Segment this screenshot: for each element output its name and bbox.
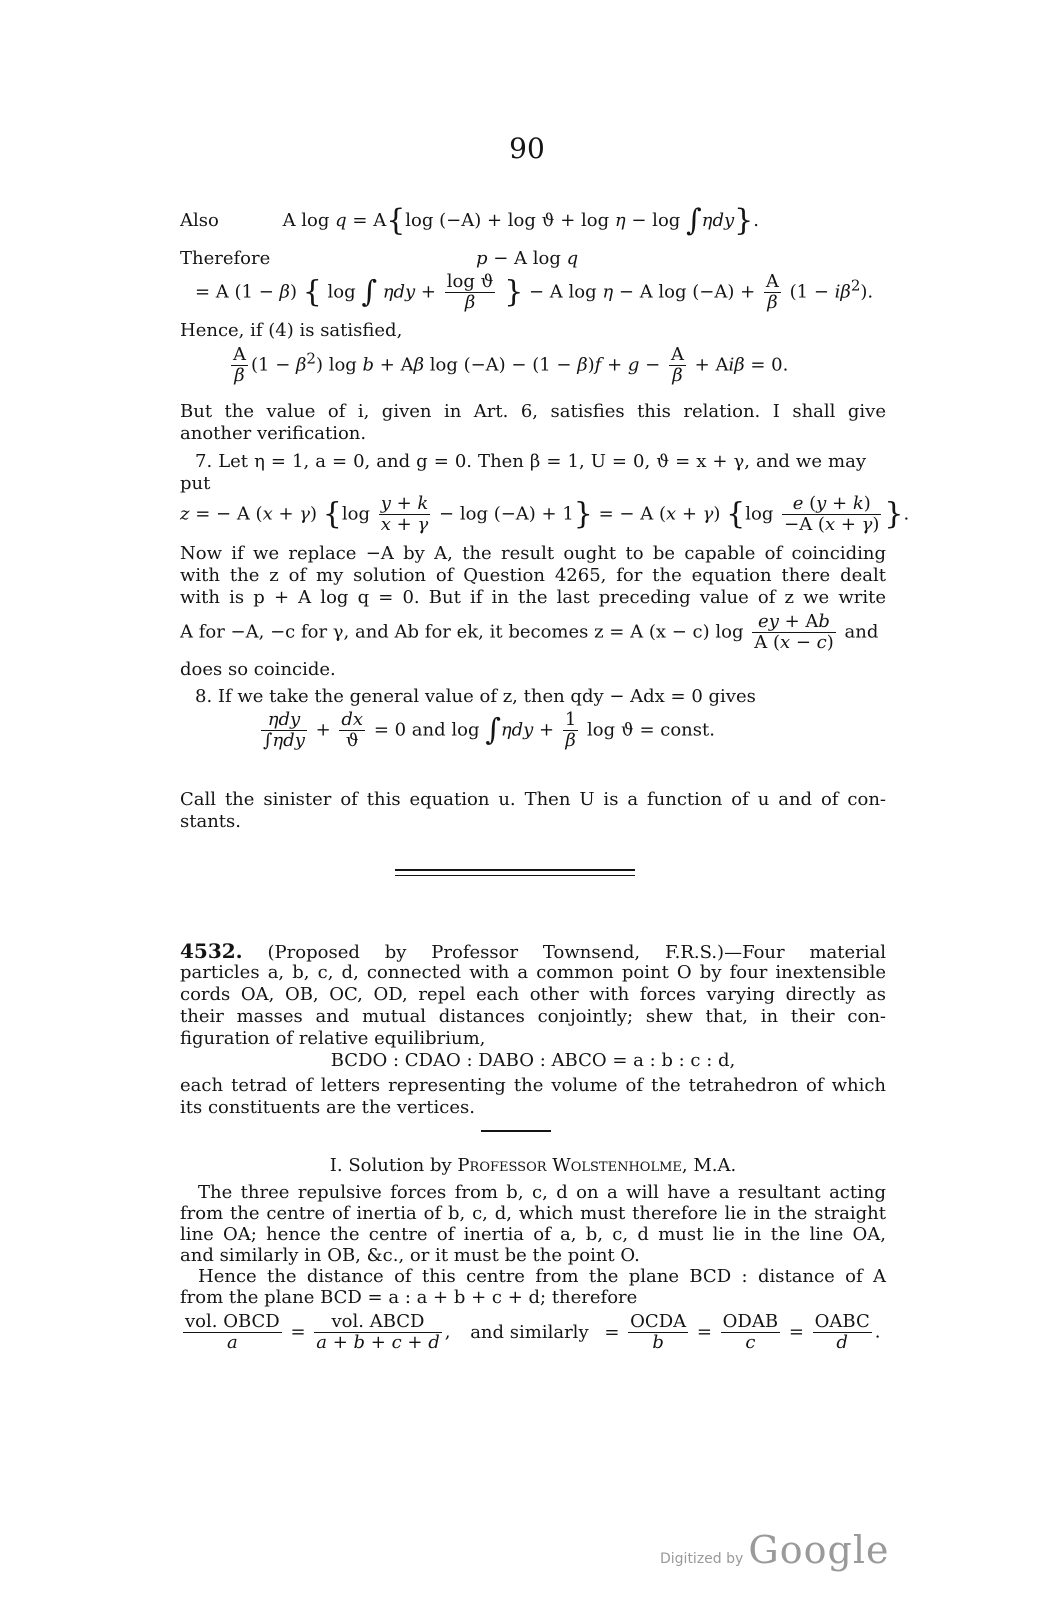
- a-for-text: A for −A, −c for γ, and Ab for ek, it becomes z = A (x − c) log: [180, 621, 744, 643]
- para-7-line-1: 7. Let η = 1, a = 0, and g = 0. Then β = 1, U = 0, ϑ = x + γ, and we may: [195, 451, 866, 472]
- equation-z: z = − A (x + γ) {log $\frac{y + k}{x + \gamma}$ − log (−A) + 1} = − A (x + γ) {log $\frac{e (y + k)}{-A (x + \gamma)}$ }.: [180, 493, 910, 535]
- para-7-line-2: put: [180, 473, 211, 494]
- solution-line-2: from the centre of inertia of b, c, d, which must therefore lie in the straight: [180, 1203, 886, 1224]
- question-line-1: [180, 940, 886, 964]
- question-line-4: their masses and mutual distances conjointly; shew that, in their con-: [180, 1006, 886, 1027]
- equation-8: $\frac{\text{ηdy}}{\text{∫ηdy}}$ + $\frac{dx}{ϑ}$ = 0 and log ∫ηdy + $\frac{1}{\beta}$ log ϑ = const.: [263, 709, 715, 751]
- call-line-1: Call the sinister of this equation u. Then U is a function of u and of con-: [180, 789, 886, 810]
- solution-line-5: Hence the distance of this centre from the plane BCD : distance of A: [198, 1266, 886, 1287]
- a-for-and: and: [844, 621, 879, 643]
- digitized-by-text: Digitized by: [660, 1551, 744, 1567]
- solution-line-6: from the plane BCD = a : a + b + c + d; therefore: [180, 1287, 638, 1308]
- google-logo-text: Google: [748, 1528, 890, 1572]
- solution-heading-name: Professor Wolstenholme, M.A.: [457, 1155, 737, 1176]
- equation-2: $\frac{A}{\beta}$ $(1 - \beta^2)$ log b + Aβ log (−A) − (1 − β)f + g − $\frac{A}{\beta}$ + Aiβ = 0.: [233, 344, 789, 386]
- short-rule: [481, 1130, 551, 1132]
- final-equation: $\frac{\text{vol. OBCD}}{a}$ = $\frac{\text{vol. ABCD}}{a + b + c + d}$ , and similarly = $\frac{\text{OCDA}}{b}$ = $\frac{\text{ODAB}}{c}$ = $\frac{\text{OABC}}{d}$ .: [185, 1311, 881, 1353]
- solution-line-1: The three repulsive forces from b, c, d on a will have a resultant acting: [198, 1182, 886, 1203]
- question-line-3: cords OA, OB, OC, OD, repel each other with forces varying directly as: [180, 984, 886, 1005]
- call-line-2: stants.: [180, 811, 241, 832]
- but-line-2: another verification.: [180, 423, 367, 444]
- but-line-1: But the value of i, given in Art. 6, satisfies this relation. I shall give: [180, 401, 886, 422]
- question-number: 4532.: [180, 939, 243, 963]
- question-line-2: particles a, b, c, d, connected with a common point O by four inextensible: [180, 962, 886, 983]
- also-equation: A log q = A{log (−A) + log ϑ + log η − log ∫ηdy}.: [282, 203, 759, 238]
- also-equation-line: [180, 203, 759, 238]
- page-number: 90: [509, 132, 545, 165]
- solution-line-3: line OA; hence the centre of inertia of a, b, c, d must lie in the line OA,: [180, 1224, 886, 1245]
- question-ratio: BCDO : CDAO : DABO : ABCO = a : b : c : d,: [330, 1050, 736, 1071]
- question-line-5: figuration of relative equilibrium,: [180, 1028, 486, 1049]
- also-label: Also: [180, 210, 219, 231]
- hence-intro: Hence, if (4) is satisfied,: [180, 320, 403, 341]
- digitized-by-google-badge: [660, 1528, 889, 1572]
- solution-line-4: and similarly in OB, &c., or it must be the point O.: [180, 1245, 640, 1266]
- equation-1: = A (1 − β) { log ∫ ηdy + $\frac{\text{log ϑ}}{\beta}$ } − A log η − A log (−A) + $\frac{A}{\beta}$ $(1 - i\beta^2)$.: [195, 271, 874, 313]
- solution-heading-prefix: I. Solution by: [329, 1155, 452, 1176]
- question-line-1-text: (Proposed by Professor Townsend, F.R.S.)—Four material: [267, 942, 886, 963]
- now-line-2: with the z of my solution of Question 4265, for the equation there dealt: [180, 565, 886, 586]
- final-and-similarly: and similarly: [470, 1321, 589, 1343]
- now-line-3: with is p + A log q = 0. But if in the last preceding value of z we write: [180, 587, 886, 608]
- separator-rule-bottom: [395, 875, 635, 876]
- therefore-line: [180, 248, 578, 270]
- separator-rule-top: [395, 869, 635, 871]
- therefore-label: Therefore: [180, 248, 271, 269]
- para-8-line: 8. If we take the general value of z, then qdy − Adx = 0 gives: [195, 686, 756, 707]
- therefore-expr: p − A log q: [476, 248, 579, 269]
- question-line-7: its constituents are the vertices.: [180, 1097, 475, 1118]
- solution-heading: [180, 1155, 886, 1177]
- a-for-line: A for −A, −c for γ, and Ab for ek, it becomes z = A (x − c) log $\frac{ey + Ab}{A (x - c)}$ and: [180, 611, 879, 653]
- does-coincide: does so coincide.: [180, 659, 336, 680]
- question-line-6: each tetrad of letters representing the volume of the tetrahedron of which: [180, 1075, 886, 1096]
- now-line-1: Now if we replace −A by A, the result ought to be capable of coinciding: [180, 543, 886, 564]
